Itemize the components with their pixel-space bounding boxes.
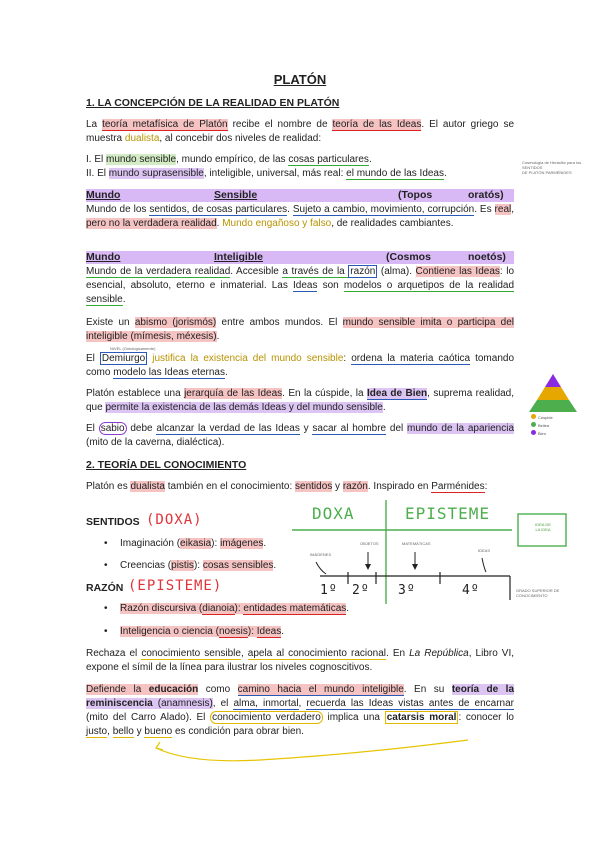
bullet-dianoia: Razón discursiva (dianoia): entidades matemáticas. <box>120 603 350 614</box>
episteme-handwritten: (EPISTEME) <box>128 578 223 594</box>
section-1-heading: 1. LA CONCEPCIÓN DE LA REALIDAD EN PLATÓN <box>86 97 340 109</box>
curved-arrow-icon <box>150 734 480 774</box>
legend-item-1: Cúspide <box>538 415 553 420</box>
diagram-axis-note: GRADO SUPERIOR DE CONOCIMIENTO <box>516 588 560 598</box>
page-title: PLATÓN <box>273 72 327 87</box>
paragraph-abismo: Existe un abismo (jorismós) entre ambos mundos. El mundo sensible imita o participa del inteligible (mímesis, méxesis). <box>86 317 514 342</box>
diagram-box-label: IDEA DE LA IDEA <box>535 522 551 532</box>
paragraph-intro: La teoría metafísica de Platón recibe el nombre de teoría de las Ideas. El autor griego se muestra dualista, al concebir dos niveles de realidad: <box>86 119 515 144</box>
demiurgo-note: NIVEL (Ontológicamente) <box>110 346 156 351</box>
diagram-label-matematicas: MATEMÁTICAS <box>402 541 431 546</box>
paragraph-rechaza: Rechaza el conocimiento sensible, apela al conocimiento racional. En La República, Libro VI, expone el símil de la línea para ilustrar los niveles cognoscitivos. <box>86 648 515 673</box>
paragraph-inteligible: Mundo de la verdadera realidad. Accesible a través de la razón (alma). Contiene las Ideas: lo esencial, absoluto, eterno e inmaterial. Las Ideas son modelos o arquetipos de la realidad sensible. <box>86 266 515 305</box>
paragraph-conocimiento: Platón es dualista también en el conocimiento: sentidos y razón. Inspirado en Parménides: <box>86 481 488 492</box>
tick-2: 2º <box>352 583 370 598</box>
legend-item-3: Bien <box>538 431 547 436</box>
side-note: Cosmología de Heráclito para los SENTIDOS DE PLATÓN PARMÉNIDES <box>522 160 582 175</box>
bullet-creencias: Creencias (pistis): cosas sensibles. <box>120 560 277 571</box>
pyramid-icon <box>526 372 580 414</box>
legend-item-2: Bellea <box>538 423 550 428</box>
paragraph-sabio: El sabio debe alcanzar la verdad de las Ideas y sacar al hombre del mundo de la apariencia (mito de la caverna, dialéctica). <box>86 423 515 448</box>
diagram-label-imagenes: IMÁGENES <box>310 552 332 557</box>
paragraph-educacion: Defiende la educación como camino hacia el mundo inteligible. En su teoría de la reminiscencia (anamnesis), el alma, inmortal, recuerda las Ideas vistas antes de encarnar (mito del Carro Alado). El conocimiento verdadero implica una catarsis moral : conocer lo justo, bello y bueno es condición para obrar bien. <box>86 684 515 737</box>
legend-dot-purple <box>531 430 536 435</box>
bullet-dot: • <box>104 626 108 637</box>
bullet-imaginacion: Imaginación (eikasia): imágenes. <box>120 538 267 549</box>
inteligible-band: Mundo Inteligible (Cosmos noetós) <box>86 251 514 264</box>
paragraph-demiurgo: El Demiurgo justifica la existencia del mundo sensible: ordena la materia caótica tomando como modelo las Ideas eternas. <box>86 353 515 378</box>
bullet-dot: • <box>104 603 108 614</box>
razon-label: RAZÓN <box>86 582 124 594</box>
sensible-band: Mundo Sensible (Topos oratós) <box>86 189 514 202</box>
legend-dot-yellow <box>531 414 536 419</box>
legend-dot-green <box>531 422 536 427</box>
section-2-heading: 2. TEORÍA DEL CONOCIMIENTO <box>86 459 247 471</box>
paragraph-levels: I. El mundo sensible, mundo empírico, de las cosas particulares. II. El mundo suprasensible, inteligible, universal, más real: el mundo de las Ideas. <box>86 154 447 179</box>
bullet-noesis: Inteligencia o ciencia (noesis): Ideas. <box>120 626 284 637</box>
paragraph-jerarquia: Platón establece una jerarquía de las Ideas. En la cúspide, la Idea de Bien, suprema realidad, que permite la existencia de las demás Ideas y del mundo sensible. <box>86 388 515 413</box>
bullet-dot: • <box>104 538 108 549</box>
tick-1: 1º <box>320 583 338 598</box>
sentidos-label: SENTIDOS <box>86 516 140 528</box>
diagram-label-objetos: OBJETOS <box>360 541 379 546</box>
tick-3: 3º <box>398 583 416 598</box>
bullet-dot: • <box>104 560 108 571</box>
doxa-handwritten: (DOXA) <box>146 512 203 528</box>
diagram-doxa-label: DOXA <box>312 504 355 523</box>
diagram-label-ideas: IDEAS <box>478 548 491 553</box>
diagram-episteme-label: EPISTEME <box>405 504 491 523</box>
tick-4: 4º <box>462 583 480 598</box>
paragraph-sensible: Mundo de los sentidos, de cosas particulares. Sujeto a cambio, movimiento, corrupción. Es real, pero no la verdadera realidad. Mundo engañoso y falso, de realidades cambiantes. <box>86 204 515 229</box>
